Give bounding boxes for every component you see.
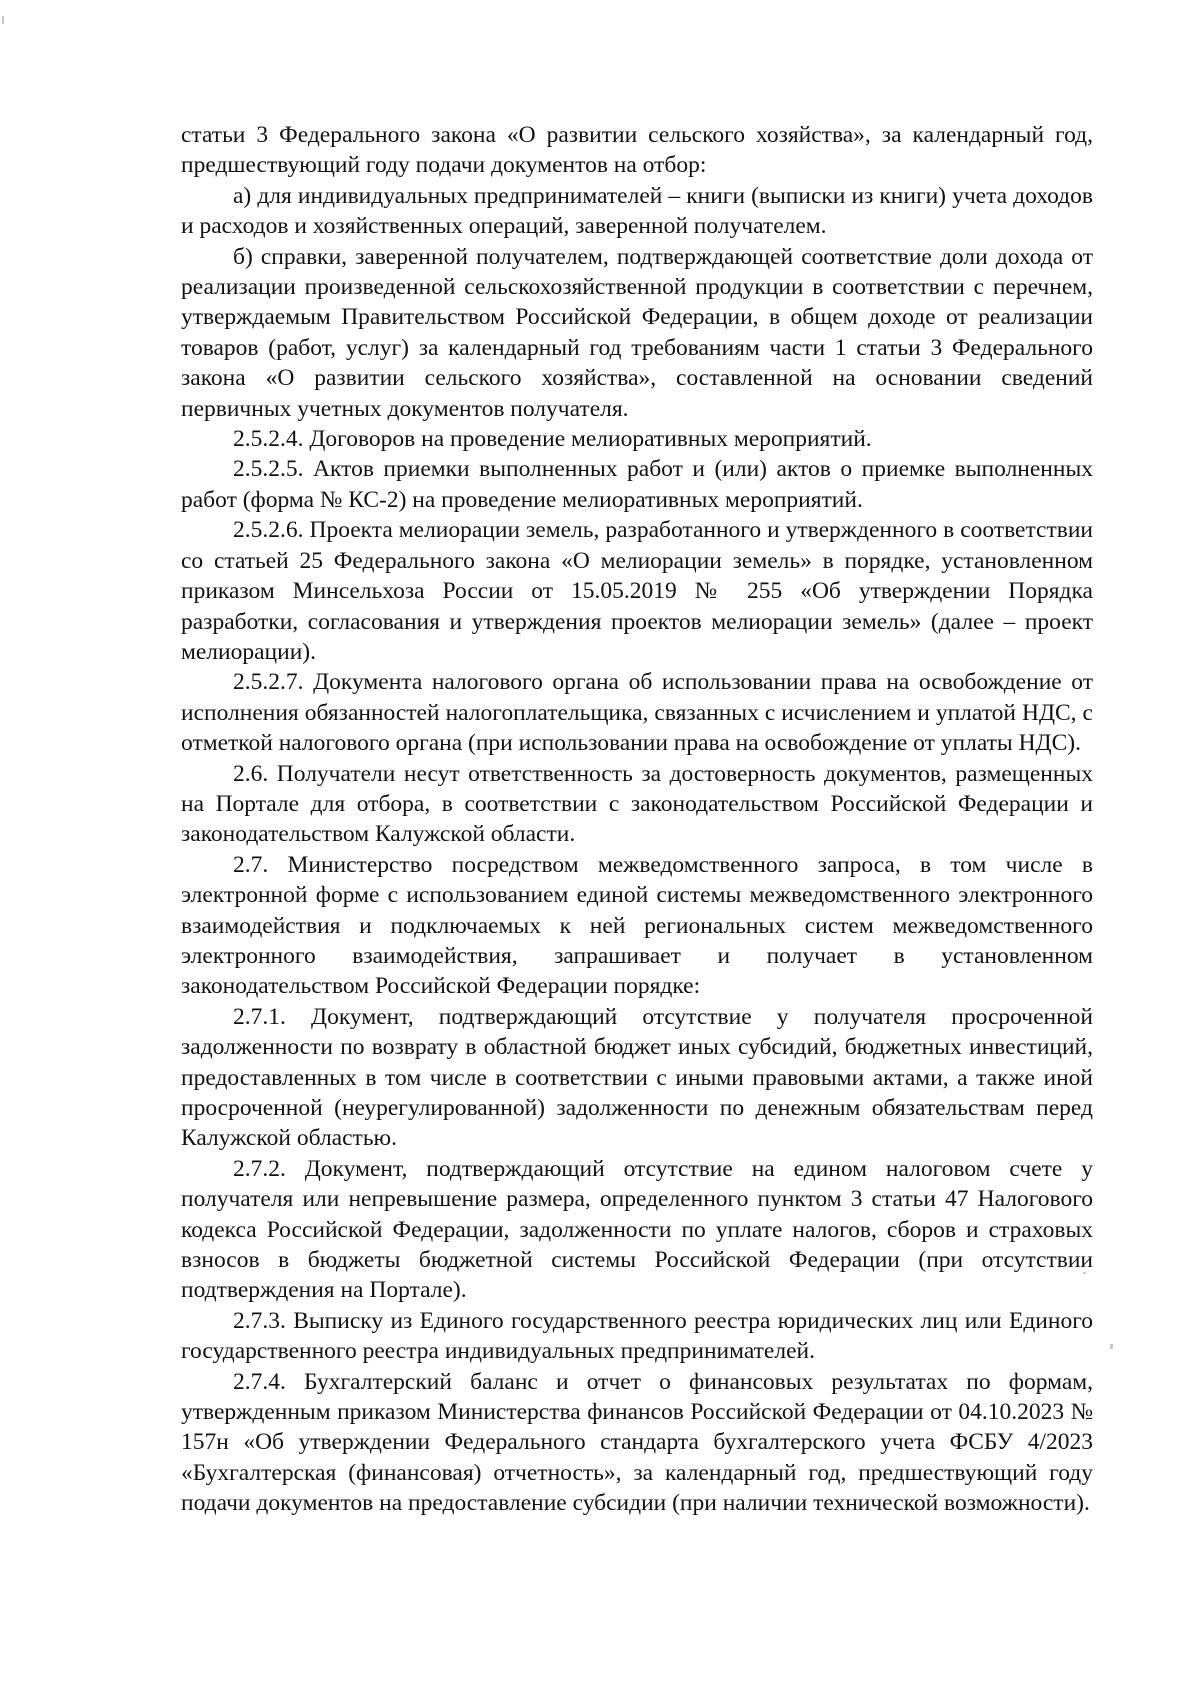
paragraph-2-7-4: 2.7.4. Бухгалтерский баланс и отчет о финансовых результатах по формам, утвержденным приказом Министерства финансов Российской Федерации от 04.10.2023 № 157н «Об утверждении Федерального стандарта бухгалтерского учета ФСБУ 4/2023 «Бухгалтерская (финансовая) отчетность», за календарный год, предшествующий году подачи документов на предоставление субсидии (при наличии технической возможности). [181,1368,1093,1517]
paragraph-2-5-2-7: 2.5.2.7. Документа налогового органа об использовании права на освобождение от исполнения обязанностей налогоплательщика, связанных с исчислением и уплатой НДС, с отметкой налогового органа (при использовании права на освобождение от уплаты НДС). [181,669,1093,757]
paragraph-item-b: б) справки, заверенной получателем, подтверждающей соответствие доли дохода от реализации произведенной сельскохозяйственной продукции в соответствии с перечнем, утверждаемым Правительством Российской Федерации, в общем доходе от реализации товаров (работ, услуг) за календарный год требованиям части 1 статьи 3 Федерального закона «О развитии сельского хозяйства», составленной на основании сведений первичных учетных документов получателя. [181,243,1093,422]
document-body [181,120,1093,1519]
paragraph-continuation: статьи 3 Федерального закона «О развитии сельского хозяйства», за календарный год, предшествующий году подачи документов на отбор: [181,122,1093,179]
paragraph-2-7-3: 2.7.3. Выписку из Единого государственного реестра юридических лиц или Единого государственного реестра индивидуальных предпринимателей. [181,1307,1093,1365]
paragraph-2-7-2: 2.7.2. Документ, подтверждающий отсутствие на едином налоговом счете у получателя или непревышение размера, определенного пунктом 3 статьи 47 Налогового кодекса Российской Федерации, задолженности по уплате налогов, сборов и страховых взносов в бюджеты бюджетной системы Российской Федерации (при отсутствии подтверждения на Портале). [181,1155,1093,1304]
scan-speck [1110,1344,1113,1349]
paragraph-item-a: а) для индивидуальных предпринимателей – книги (выписки из книги) учета доходов и расходов и хозяйственных операций, заверенной получателем. [181,182,1093,240]
paragraph-2-6: 2.6. Получатели несут ответственность за достоверность документов, размещенных на Портале для отбора, в соответствии с законодательством Российской Федерации и законодательством Калужской области. [181,760,1093,848]
paragraph-2-7: 2.7. Министерство посредством межведомственного запроса, в том числе в электронной форме с использованием единой системы межведомственного электронного взаимодействия и подключаемых к ней региональных систем межведомственного электронного взаимодействия, запрашивает и получает в установленном законодательством Российской Федерации порядке: [181,851,1093,1000]
scan-speck [2,16,4,24]
paragraph-2-7-1: 2.7.1. Документ, подтверждающий отсутствие у получателя просроченной задолженности по возврату в областной бюджет иных субсидий, бюджетных инвестиций, предоставленных в том числе в соответствии с иными правовыми актами, а также иной просроченной (неурегулированной) задолженности по денежным обязательствам перед Калужской областью. [181,1003,1093,1152]
paragraph-2-5-2-4: 2.5.2.4. Договоров на проведение мелиоративных мероприятий. [233,426,872,453]
paragraph-2-5-2-5: 2.5.2.5. Актов приемки выполненных работ и (или) актов о приемке выполненных работ (форма № КС-2) на проведение мелиоративных мероприятий. [181,456,1093,513]
paragraph-2-5-2-6: 2.5.2.6. Проекта мелиорации земель, разработанного и утвержденного в соответствии со статьей 25 Федерального закона «О мелиорации земель» в порядке, установленном приказом Минсельхоза России от 15.05.2019 № 255 «Об утверждении Порядка разработки, согласования и утверждения проектов мелиорации земель» (далее – проект мелиорации). [181,517,1093,665]
